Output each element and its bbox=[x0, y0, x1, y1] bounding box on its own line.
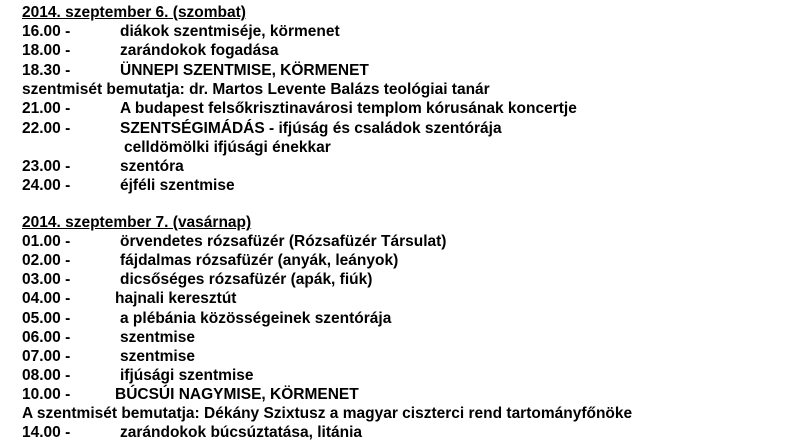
item-time: 24.00 - bbox=[22, 177, 71, 194]
item-text: dicsőséges rózsafüzér (apák, fiúk) bbox=[120, 271, 373, 288]
item-text: ifjúsági szentmise bbox=[120, 367, 254, 384]
item-time: 04.00 - bbox=[22, 290, 71, 307]
item-text: zarándokok fogadása bbox=[120, 42, 279, 59]
item-continuation-text: celldömölki ifjúsági énekkar bbox=[124, 139, 331, 156]
item-time: 06.00 - bbox=[22, 329, 71, 346]
item-time: 03.00 - bbox=[22, 271, 71, 288]
item-text: szentmise bbox=[120, 329, 195, 346]
item-text: szentóra bbox=[120, 158, 184, 175]
item-text: fájdalmas rózsafüzér (anyák, leányok) bbox=[120, 252, 399, 269]
item-time: 08.00 - bbox=[22, 367, 71, 384]
item-text: ÜNNEPI SZENTMISE, KÖRMENET bbox=[120, 62, 369, 79]
item-text: A budapest felsőkrisztinavárosi templom kórusának koncertje bbox=[120, 100, 577, 117]
item-text: hajnali keresztút bbox=[115, 290, 237, 307]
day2-heading: 2014. szeptember 7. (vasárnap) bbox=[22, 214, 252, 231]
item-text: éjféli szentmise bbox=[120, 177, 235, 194]
item-text: a plébánia közösségeinek szentórája bbox=[120, 310, 392, 327]
item-time: 18.00 - bbox=[22, 42, 71, 59]
item-time: 02.00 - bbox=[22, 252, 71, 269]
item-time: 21.00 - bbox=[22, 100, 71, 117]
item-time: 18.30 - bbox=[22, 62, 71, 79]
item-time: 10.00 - bbox=[22, 386, 71, 403]
item-text: diákok szentmiséje, körmenet bbox=[120, 23, 340, 40]
item-time: 07.00 - bbox=[22, 348, 71, 365]
item-text: örvendetes rózsafüzér (Rózsafüzér Társulat) bbox=[120, 233, 447, 250]
item-time: 14.00 - bbox=[22, 424, 71, 441]
item-text: SZENTSÉGIMÁDÁS - ifjúság és családok szentórája bbox=[120, 120, 502, 137]
celebrant-note: szentmisét bemutatja: dr. Martos Levente Balázs teológiai tanár bbox=[22, 81, 490, 98]
day1-heading: 2014. szeptember 6. (szombat) bbox=[22, 4, 246, 21]
item-text: zarándokok búcsúztatása, litánia bbox=[120, 424, 363, 441]
item-time: 16.00 - bbox=[22, 23, 71, 40]
item-text: szentmise bbox=[120, 348, 195, 365]
item-time: 23.00 - bbox=[22, 158, 71, 175]
item-time: 22.00 - bbox=[22, 120, 71, 137]
item-time: 01.00 - bbox=[22, 233, 71, 250]
item-time: 05.00 - bbox=[22, 310, 71, 327]
item-text: BÚCSÚI NAGYMISE, KÖRMENET bbox=[115, 386, 359, 403]
celebrant-note: A szentmisét bemutatja: Dékány Szixtusz a magyar ciszterci rend tartományfőnöke bbox=[22, 405, 633, 422]
